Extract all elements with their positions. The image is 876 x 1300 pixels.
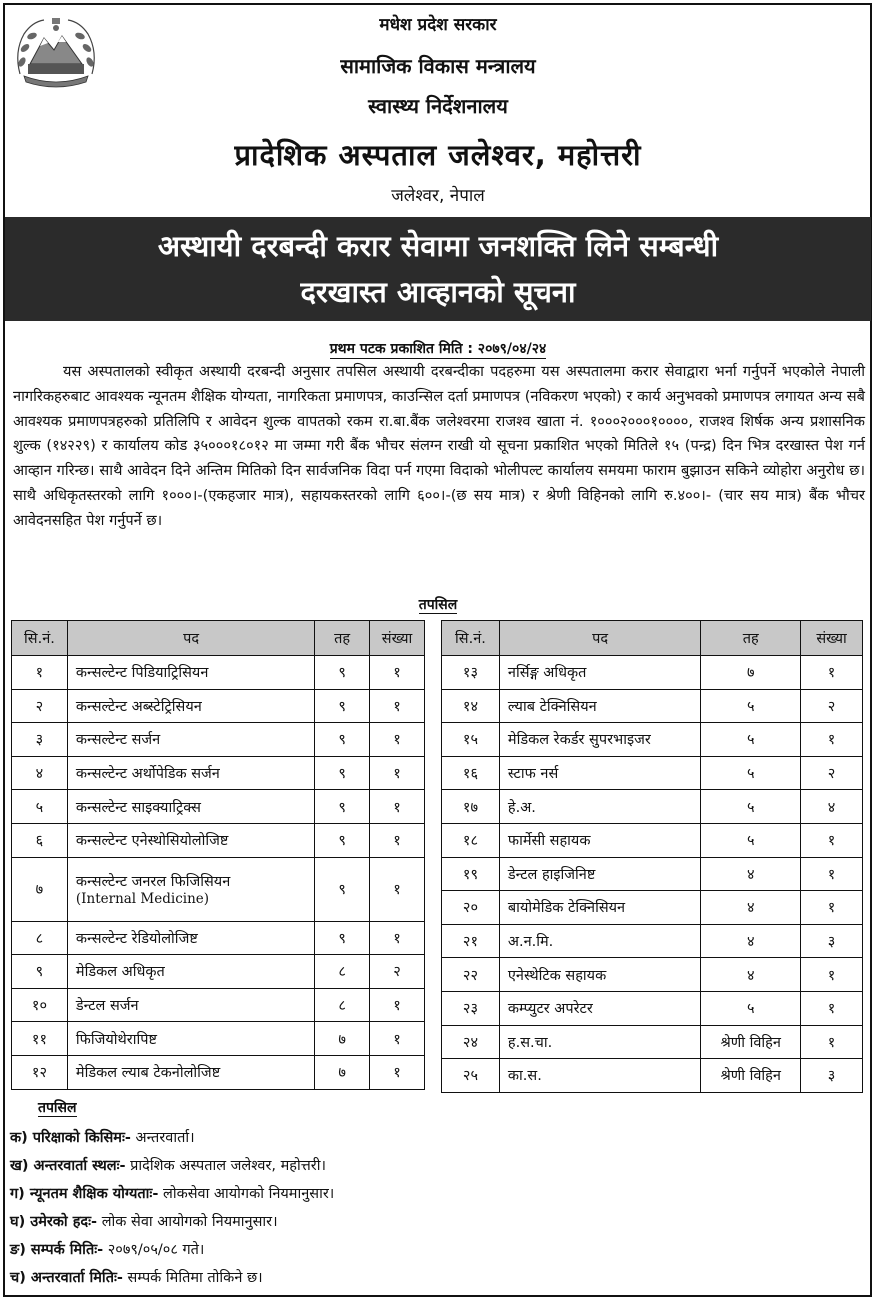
cell-count: १ xyxy=(370,723,425,757)
cell-level: श्रेणी विहिन xyxy=(701,1059,801,1093)
cell-level: ५ xyxy=(701,823,801,857)
footer-item-interview-venue xyxy=(10,1152,850,1180)
cell-sn: १७ xyxy=(442,790,500,824)
cell-post: ह.स.चा. xyxy=(499,1025,700,1059)
cell-sn: ११ xyxy=(12,1022,68,1056)
posts-table-right xyxy=(441,620,863,1093)
cell-level: ५ xyxy=(701,723,801,757)
cell-level: ९ xyxy=(315,921,370,955)
cell-level: ८ xyxy=(315,988,370,1022)
table-row xyxy=(442,924,863,958)
cell-level: ५ xyxy=(701,790,801,824)
cell-count: १ xyxy=(370,857,425,921)
hospital-name: प्रादेशिक अस्पताल जलेश्वर, महोत्तरी xyxy=(234,138,642,172)
cell-count: १ xyxy=(801,891,863,925)
cell-post xyxy=(67,857,314,921)
cell-post: डेन्टल हाइजिनिष्ट xyxy=(499,857,700,891)
table-row xyxy=(12,921,425,955)
footer-item-value: लोकसेवा आयोगको नियमानुसार। xyxy=(162,1186,335,1202)
cell-count: १ xyxy=(370,1022,425,1056)
cell-sn: १९ xyxy=(442,857,500,891)
cell-sn: २ xyxy=(12,689,68,723)
footer-item-value: २०७९/०५/०८ गते। xyxy=(107,1242,205,1258)
footer-item-key: क) परिक्षाको किसिमः- xyxy=(10,1130,131,1146)
table-row xyxy=(442,991,863,1025)
cell-level: ८ xyxy=(315,955,370,989)
table-row xyxy=(12,857,425,921)
cell-sn: २२ xyxy=(442,958,500,992)
notice-title-line-1: अस्थायी दरबन्दी करार सेवामा जनशक्ति लिने सम्बन्धी xyxy=(157,229,719,263)
cell-post: कन्सल्टेन्ट अब्स्टेट्रिसियन xyxy=(67,689,314,723)
header-count: संख्या xyxy=(801,621,863,656)
government-name: मधेश प्रदेश सरकार xyxy=(379,15,497,35)
schedule-title-text: तपसिल xyxy=(418,597,458,613)
table-row xyxy=(12,823,425,857)
cell-post: ल्याब टेक्निसियन xyxy=(499,689,700,723)
cell-level: ७ xyxy=(315,1055,370,1089)
footer-item-key: घ) उमेरको हदः- xyxy=(10,1214,98,1230)
cell-level: ४ xyxy=(701,891,801,925)
footer-item-value: लोक सेवा आयोगको नियमानुसार। xyxy=(101,1214,278,1230)
cell-sn: १२ xyxy=(12,1055,68,1089)
posts-table-left xyxy=(11,620,425,1090)
cell-level: ४ xyxy=(701,924,801,958)
notice-body: यस अस्पतालको स्वीकृत अस्थायी दरबन्दी अनुसार तपसिल अस्थायी दरबन्दीका पदहरुमा यस अस्पतालमा करार सेवाद्वारा भर्ना गर्नुपर्ने भएकोले नेपाली नागरिकहरुबाट आवश्यक न्यूनतम शैक्षिक योग्यता, नागरिकता प्रमाणपत्र, काउन्सिल दर्ता प्रमाणपत्र (नविकरण भएको) र कार्य अनुभवको प्रमाणपत्र लगायत अन्य सबै आवश्यक प्रमाणपत्रहरुको प्रतिलिपि र आवेदन शुल्क वापतको रकम रा.बा.बैंक जलेश्वरमा राजश्व खाता नं. १०००२०००१००००, राजश्व शिर्षक अन्य प्रशासनिक शुल्क (१४२२९) र कार्यालय कोड ३५०००१८०१२ मा जम्मा गरी बैंक भौचर संलग्न राखी यो सूचना प्रकाशित भएको मितिले १५ (पन्द्र) दिन भित्र दरखास्त पेश गर्न आव्हान गरिन्छ। साथै आवेदन दिने अन्तिम मितिको दिन सार्वजनिक विदा पर्न गएमा विदाको भोलीपल्ट कार्यालय समयमा फाराम बुझाउन सकिने व्योहोरा अनुरोध छ। साथै अधिकृतस्तरको लागि १०००।-(एकहजार मात्र), सहायकस्तरको लागि ६००।-(छ सय मात्र) र श्रेणी विहिनको लागि रु.४००।- (चार सय मात्र) बैंक भौचर आवेदनसहित पेश गर्नुपर्ने छ। xyxy=(13,363,865,529)
table-row xyxy=(442,1025,863,1059)
cell-level: ९ xyxy=(315,857,370,921)
cell-post: कन्सल्टेन्ट अर्थोपेडिक सर्जन xyxy=(67,756,314,790)
cell-sn: ७ xyxy=(12,857,68,921)
table-row xyxy=(12,988,425,1022)
cell-sn: २१ xyxy=(442,924,500,958)
directorate-name: स्वास्थ्य निर्देशनालय xyxy=(368,94,508,118)
footer-item-exam-type xyxy=(10,1124,850,1152)
table-row xyxy=(442,958,863,992)
cell-level: ९ xyxy=(315,756,370,790)
cell-level: ५ xyxy=(701,689,801,723)
table-header-row xyxy=(442,621,863,656)
cell-post: कम्प्युटर अपरेटर xyxy=(499,991,700,1025)
cell-level: ९ xyxy=(315,689,370,723)
cell-post: कन्सल्टेन्ट सर्जन xyxy=(67,723,314,757)
cell-count: १ xyxy=(370,988,425,1022)
cell-level: ७ xyxy=(701,656,801,690)
footer-title-text: तपसिल xyxy=(38,1100,77,1116)
cell-count: १ xyxy=(370,823,425,857)
cell-post: फार्मेसी सहायक xyxy=(499,823,700,857)
cell-sn: ५ xyxy=(12,790,68,824)
cell-count: १ xyxy=(801,823,863,857)
cell-post: फिजियोथेरापिष्ट xyxy=(67,1022,314,1056)
cell-post: कन्सल्टेन्ट पिडियाट्रिसियन xyxy=(67,656,314,690)
table-row xyxy=(442,756,863,790)
header-level: तह xyxy=(315,621,370,656)
schedule-title xyxy=(0,595,876,614)
cell-sn: १४ xyxy=(442,689,500,723)
footer-item-key: ग) न्यूनतम शैक्षिक योग्यताः- xyxy=(10,1186,159,1202)
footer-item-key: ङ) सम्पर्क मितिः- xyxy=(10,1242,104,1258)
cell-sn: १० xyxy=(12,988,68,1022)
header-level: तह xyxy=(701,621,801,656)
cell-sn: ४ xyxy=(12,756,68,790)
header-post: पद xyxy=(67,621,314,656)
cell-post-subtitle: (Internal Medicine) xyxy=(75,891,210,908)
cell-sn: २४ xyxy=(442,1025,500,1059)
table-row xyxy=(442,891,863,925)
notice-title-banner xyxy=(5,217,871,321)
cell-sn: १५ xyxy=(442,723,500,757)
table-row xyxy=(442,790,863,824)
cell-count: १ xyxy=(370,1055,425,1089)
table-row xyxy=(12,689,425,723)
cell-sn: १ xyxy=(12,656,68,690)
footer-item-interview-date xyxy=(10,1264,850,1292)
cell-post: कन्सल्टेन्ट एनेस्थोसियोलोजिष्ट xyxy=(67,823,314,857)
table-row xyxy=(12,756,425,790)
cell-post: स्टाफ नर्स xyxy=(499,756,700,790)
cell-level: ९ xyxy=(315,723,370,757)
cell-count: ३ xyxy=(801,1059,863,1093)
footer-item-contact-date xyxy=(10,1236,850,1264)
publish-date xyxy=(0,339,876,358)
footer-item-value: सम्पर्क मितिमा तोकिने छ। xyxy=(127,1270,263,1286)
cell-sn: २० xyxy=(442,891,500,925)
cell-level: श्रेणी विहिन xyxy=(701,1025,801,1059)
cell-level: ५ xyxy=(701,756,801,790)
cell-count: १ xyxy=(801,991,863,1025)
footer-item-value: प्रादेशिक अस्पताल जलेश्वर, महोत्तरी। xyxy=(130,1158,326,1174)
cell-sn: ६ xyxy=(12,823,68,857)
cell-count: २ xyxy=(801,689,863,723)
hospital-address: जलेश्वर, नेपाल xyxy=(391,186,485,206)
cell-count: ४ xyxy=(801,790,863,824)
cell-post: बायोमेडिक टेक्निसियन xyxy=(499,891,700,925)
header-count: संख्या xyxy=(370,621,425,656)
cell-sn: १३ xyxy=(442,656,500,690)
cell-level: ५ xyxy=(701,991,801,1025)
table-row xyxy=(442,689,863,723)
header-sn: सि.नं. xyxy=(12,621,68,656)
cell-count: १ xyxy=(370,790,425,824)
cell-sn: २३ xyxy=(442,991,500,1025)
cell-count: १ xyxy=(370,689,425,723)
cell-post: डेन्टल सर्जन xyxy=(67,988,314,1022)
table-row xyxy=(442,656,863,690)
cell-post: नर्सिङ्ग अधिकृत xyxy=(499,656,700,690)
cell-level: ९ xyxy=(315,790,370,824)
table-row xyxy=(442,857,863,891)
header-sn: सि.नं. xyxy=(442,621,500,656)
cell-post: अ.न.मि. xyxy=(499,924,700,958)
cell-sn: ९ xyxy=(12,955,68,989)
cell-count: १ xyxy=(801,857,863,891)
footer-title xyxy=(38,1098,77,1117)
cell-post-main: कन्सल्टेन्ट जनरल फिजिसियन xyxy=(75,874,231,891)
cell-post: कन्सल्टेन्ट रेडियोलोजिष्ट xyxy=(67,921,314,955)
cell-level: ४ xyxy=(701,958,801,992)
table-row xyxy=(12,790,425,824)
table-row xyxy=(12,955,425,989)
cell-count: १ xyxy=(801,958,863,992)
cell-post: हे.अ. xyxy=(499,790,700,824)
cell-sn: ८ xyxy=(12,921,68,955)
cell-count: २ xyxy=(370,955,425,989)
publish-date-text: प्रथम पटक प्रकाशित मिति : २०७९/०४/२४ xyxy=(329,341,547,357)
cell-post: कन्सल्टेन्ट साइक्याट्रिक्स xyxy=(67,790,314,824)
cell-post: मेडिकल रेकर्डर सुपरभाइजर xyxy=(499,723,700,757)
cell-count: १ xyxy=(801,1025,863,1059)
footer-item-qualification xyxy=(10,1180,850,1208)
footer-details xyxy=(10,1124,850,1292)
table-row xyxy=(12,656,425,690)
cell-level: ७ xyxy=(315,1022,370,1056)
header-post: पद xyxy=(499,621,700,656)
cell-level: ४ xyxy=(701,857,801,891)
table-row xyxy=(442,823,863,857)
cell-post: मेडिकल ल्याब टेकनोलोजिष्ट xyxy=(67,1055,314,1089)
cell-level: ९ xyxy=(315,823,370,857)
cell-count: १ xyxy=(801,723,863,757)
cell-count: १ xyxy=(370,921,425,955)
table-row xyxy=(12,1022,425,1056)
cell-sn: ३ xyxy=(12,723,68,757)
notice-title-line-2: दरखास्त आव्हानको सूचना xyxy=(300,275,576,309)
cell-post: का.स. xyxy=(499,1059,700,1093)
table-row xyxy=(442,723,863,757)
cell-count: १ xyxy=(370,656,425,690)
cell-sn: १८ xyxy=(442,823,500,857)
footer-item-key: ख) अन्तरवार्ता स्थलः- xyxy=(10,1158,126,1174)
table-header-row xyxy=(12,621,425,656)
cell-sn: १६ xyxy=(442,756,500,790)
cell-count: २ xyxy=(801,756,863,790)
cell-level: ९ xyxy=(315,656,370,690)
footer-item-value: अन्तरवार्ता। xyxy=(135,1130,195,1146)
cell-sn: २५ xyxy=(442,1059,500,1093)
footer-item-key: च) अन्तरवार्ता मितिः- xyxy=(10,1270,123,1286)
table-row xyxy=(442,1059,863,1093)
ministry-name: सामाजिक विकास मन्त्रालय xyxy=(340,54,536,78)
table-row xyxy=(12,1055,425,1089)
cell-count: १ xyxy=(370,756,425,790)
cell-count: १ xyxy=(801,656,863,690)
cell-count: ३ xyxy=(801,924,863,958)
footer-item-age-limit xyxy=(10,1208,850,1236)
table-row xyxy=(12,723,425,757)
cell-post: मेडिकल अधिकृत xyxy=(67,955,314,989)
cell-post: एनेस्थेटिक सहायक xyxy=(499,958,700,992)
